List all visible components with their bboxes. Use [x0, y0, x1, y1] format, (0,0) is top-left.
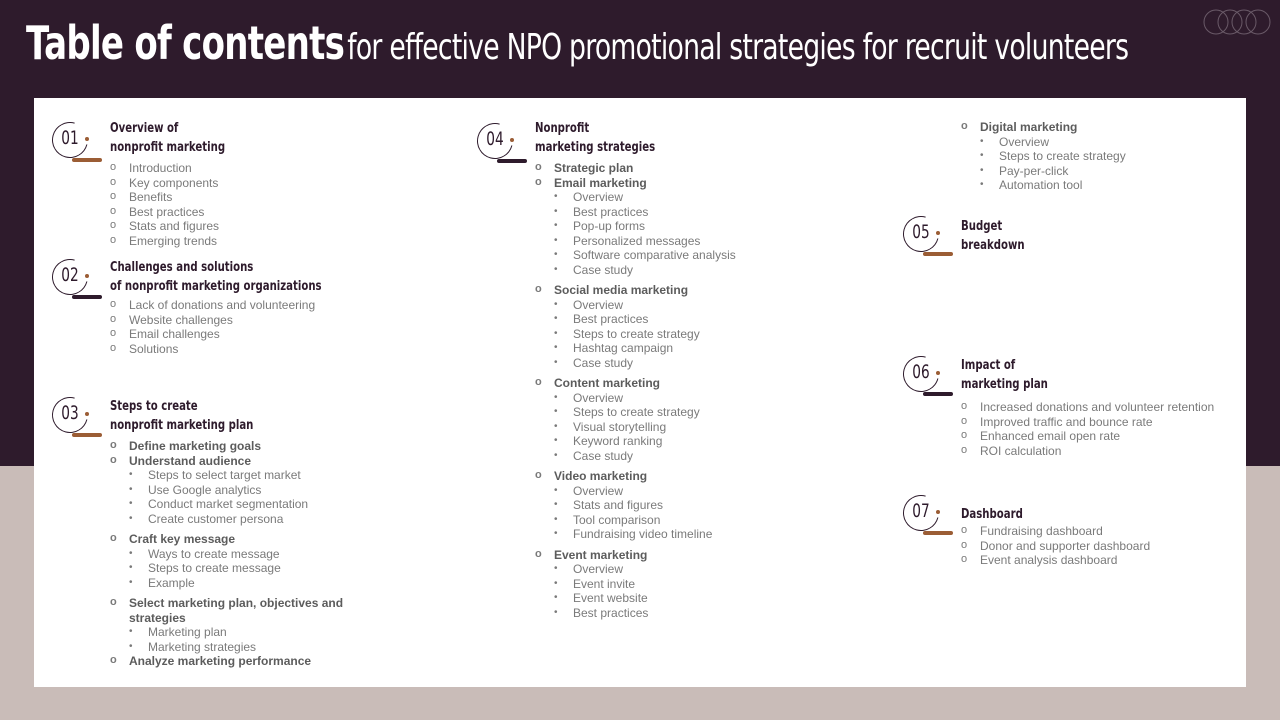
title-bold: Table of contents: [26, 16, 345, 70]
list-item: o Improved traffic and bounce rate: [961, 415, 1214, 430]
section-heading-07: Dashboard: [961, 507, 1023, 522]
page-title: [26, 16, 1128, 70]
list-item: • Steps to create message: [110, 561, 343, 576]
section-heading-01: Overview of nonprofit marketing: [110, 121, 226, 155]
list-item: • Case study: [535, 263, 736, 278]
section-list-04: [535, 161, 736, 620]
list-item: • Conduct market segmentation: [110, 497, 343, 512]
list-item: • Overview: [535, 298, 736, 313]
section-list-04-continued: [961, 120, 1126, 193]
list-item: • Use Google analytics: [110, 483, 343, 498]
list-item: • Marketing plan: [110, 625, 343, 640]
section-heading-06: Impact of marketing plan: [961, 358, 1048, 392]
section-list-07: [961, 524, 1150, 568]
list-item: • Marketing strategies: [110, 640, 343, 655]
section-list-06: [961, 400, 1214, 458]
section-number-04: 04: [477, 123, 513, 159]
list-item: o Best practices: [110, 205, 219, 220]
list-item: • Hashtag campaign: [535, 341, 736, 356]
title-rest: for effective NPO promotional strategies for recruit volunteers: [347, 27, 1129, 68]
list-item: o Video marketing: [535, 469, 736, 484]
list-item: o Email marketing: [535, 176, 736, 191]
list-item: • Steps to select target market: [110, 468, 343, 483]
list-item: • Best practices: [535, 205, 736, 220]
section-heading-05: Budget breakdown: [961, 219, 1025, 253]
list-item: o Key components: [110, 176, 219, 191]
list-item: • Automation tool: [961, 178, 1126, 193]
section-number-01: 01: [52, 122, 88, 158]
rings-decoration-icon: [1202, 8, 1272, 36]
list-item: • Create customer persona: [110, 512, 343, 527]
list-item: o Enhanced email open rate: [961, 429, 1214, 444]
list-item: • Overview: [961, 135, 1126, 150]
list-item: o Donor and supporter dashboard: [961, 539, 1150, 554]
list-item: • Overview: [535, 562, 736, 577]
list-item: o Increased donations and volunteer retention: [961, 400, 1214, 415]
list-item: o Introduction: [110, 161, 219, 176]
section-number-05: 05: [903, 216, 939, 252]
list-item: • Fundraising video timeline: [535, 527, 736, 542]
list-item: • Event invite: [535, 577, 736, 592]
list-item: o Stats and figures: [110, 219, 219, 234]
list-item: • Ways to create message: [110, 547, 343, 562]
section-list-02: [110, 298, 315, 356]
list-item: • Steps to create strategy: [535, 405, 736, 420]
list-item: • Overview: [535, 484, 736, 499]
list-item: o Select marketing plan, objectives and: [110, 596, 343, 611]
list-item: • Case study: [535, 356, 736, 371]
list-item: • Pop-up forms: [535, 219, 736, 234]
list-item: o Analyze marketing performance: [110, 654, 343, 669]
section-number-06: 06: [903, 356, 939, 392]
list-item: • Event website: [535, 591, 736, 606]
section-heading-04: Nonprofit marketing strategies: [535, 121, 656, 155]
list-item: o Understand audience: [110, 454, 343, 469]
list-item: o Digital marketing: [961, 120, 1126, 135]
list-item: • Tool comparison: [535, 513, 736, 528]
list-item: o Website challenges: [110, 313, 315, 328]
list-item: o Craft key message: [110, 532, 343, 547]
list-item: o Social media marketing: [535, 283, 736, 298]
section-list-01: [110, 161, 219, 248]
list-item: • Steps to create strategy: [535, 327, 736, 342]
section-number-03: 03: [52, 397, 88, 433]
list-item: o Solutions: [110, 342, 315, 357]
list-item: • Steps to create strategy: [961, 149, 1126, 164]
section-number-07: 07: [903, 495, 939, 531]
list-item: • Keyword ranking: [535, 434, 736, 449]
section-heading-02: Challenges and solutions of nonprofit marketing organizations: [110, 260, 322, 294]
list-item: o Lack of donations and volunteering: [110, 298, 315, 313]
list-item: • Visual storytelling: [535, 420, 736, 435]
list-item: • Best practices: [535, 312, 736, 327]
list-item: o Email challenges: [110, 327, 315, 342]
list-item: o Content marketing: [535, 376, 736, 391]
list-item: o Fundraising dashboard: [961, 524, 1150, 539]
list-item: o Define marketing goals: [110, 439, 343, 454]
section-list-03: [110, 439, 343, 669]
list-item: o Event marketing: [535, 548, 736, 563]
list-item: • Best practices: [535, 606, 736, 621]
list-item: o Emerging trends: [110, 234, 219, 249]
list-item: • Pay-per-click: [961, 164, 1126, 179]
list-item-continuation: strategies: [129, 610, 186, 625]
list-item: • Overview: [535, 190, 736, 205]
section-number-02: 02: [52, 259, 88, 295]
list-item: • Example: [110, 576, 343, 591]
list-item: o ROI calculation: [961, 444, 1214, 459]
list-item: • Stats and figures: [535, 498, 736, 513]
list-item: • Software comparative analysis: [535, 248, 736, 263]
list-item: o Event analysis dashboard: [961, 553, 1150, 568]
list-item: • Personalized messages: [535, 234, 736, 249]
list-item: • Overview: [535, 391, 736, 406]
list-item: • Case study: [535, 449, 736, 464]
section-heading-03: Steps to create nonprofit marketing plan: [110, 399, 254, 433]
list-item: o Strategic plan: [535, 161, 736, 176]
list-item: o Benefits: [110, 190, 219, 205]
